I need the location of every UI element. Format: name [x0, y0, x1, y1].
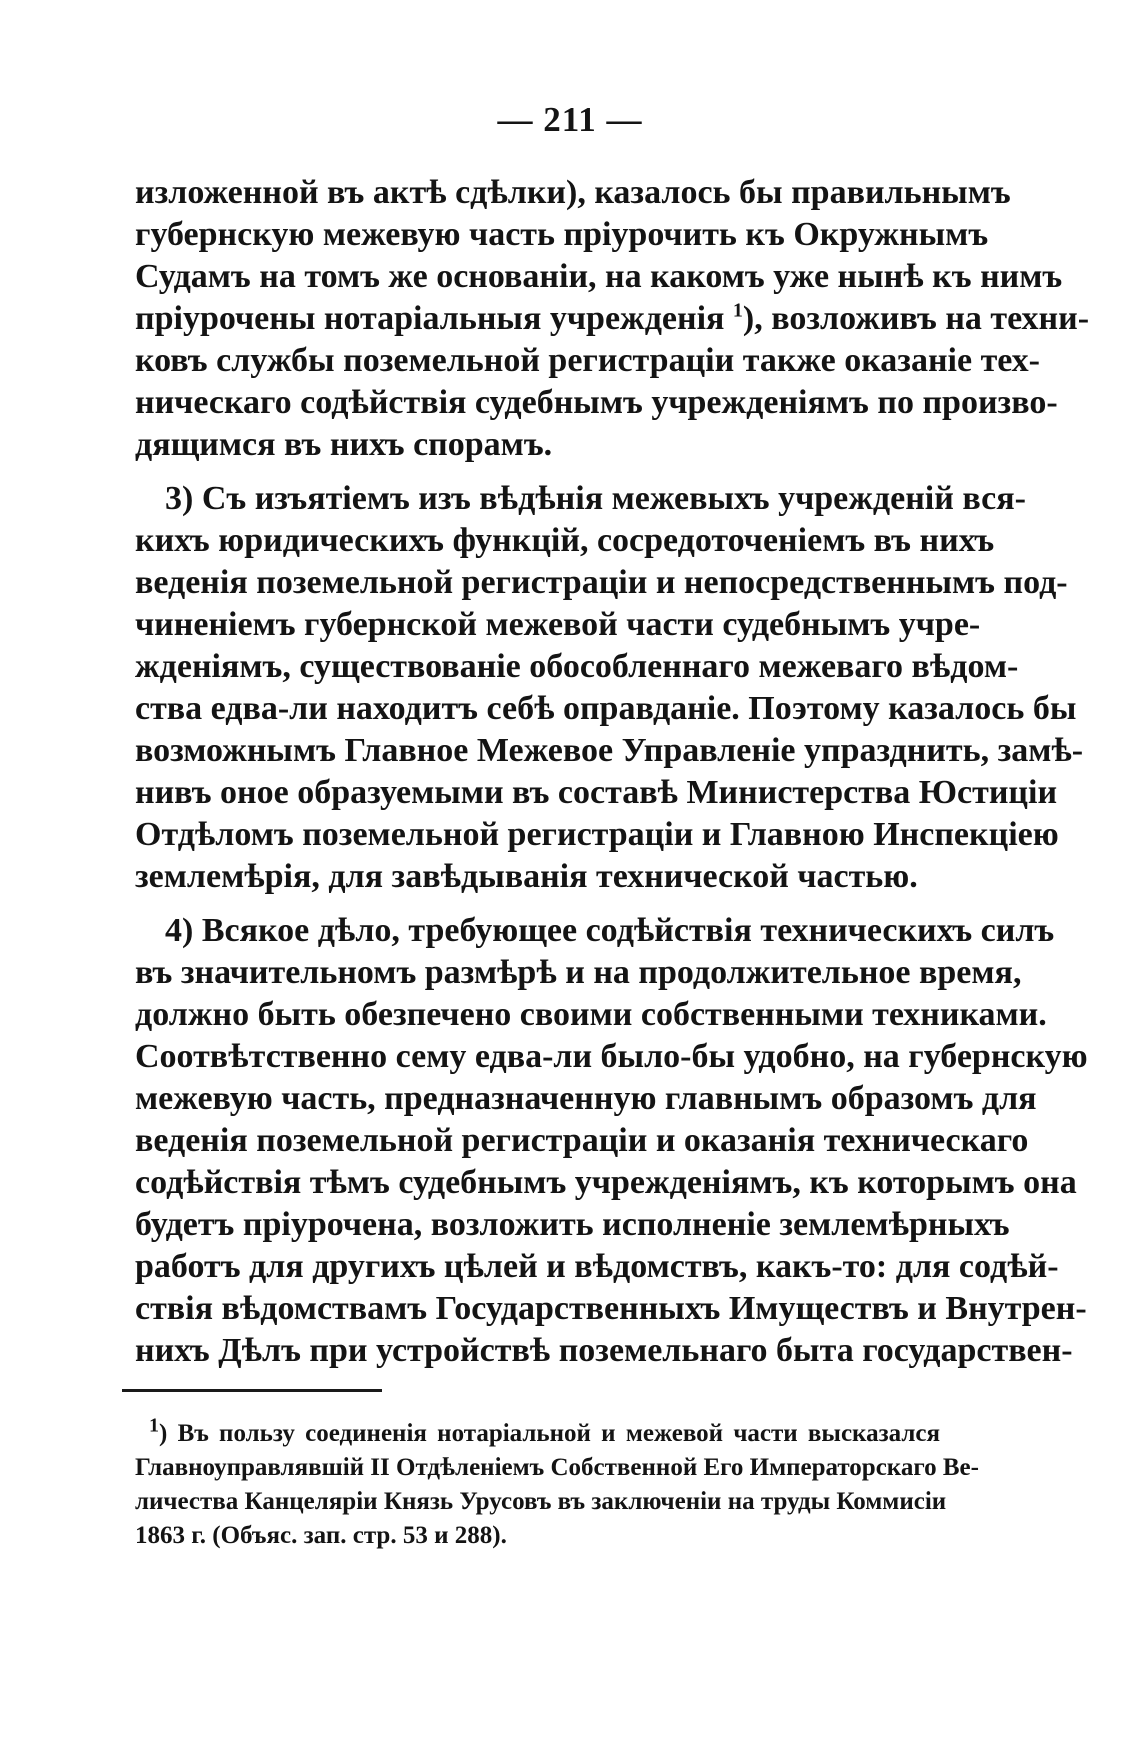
- text-run: губернскую межевую часть пріурочить къ Окружнымъ: [135, 216, 989, 253]
- text-run: веденія поземельной регистраціи и непосредственнымъ под-: [135, 564, 1068, 601]
- text-line: [135, 646, 1019, 688]
- text-run: пріурочены нотаріальныя учрежденія: [135, 300, 733, 337]
- text-run: нивъ оное образуемыми въ составѣ Министерства Юстиціи: [135, 774, 1058, 811]
- text-line: [135, 1162, 1077, 1204]
- text-line: [135, 1078, 1037, 1120]
- paragraph: [135, 172, 1090, 466]
- text-run: чиненіемъ губернской межевой части судебнымъ учре-: [135, 606, 981, 643]
- text-run: 4) Всякое дѣло, требующее содѣйствія техническихъ силъ: [165, 912, 1055, 949]
- text-line: [135, 1246, 1059, 1288]
- text-run: Отдѣломъ поземельной регистраціи и Главною Инспекціею: [135, 816, 1059, 853]
- footnote-line: [135, 1485, 947, 1519]
- body-text: [135, 172, 1090, 1384]
- text-line: [135, 340, 1041, 382]
- text-line: [135, 214, 989, 256]
- text-line: [135, 382, 1058, 424]
- footnote-line: [135, 1451, 979, 1485]
- footnote-marker: 1: [732, 299, 743, 322]
- text-line: [135, 1330, 1073, 1372]
- text-line: [135, 994, 1047, 1036]
- text-run: землемѣрія, для завѣдыванія технической частью.: [135, 858, 918, 895]
- text-run: 1863 г. (Объяс. зап. стр. 53 и 288).: [135, 1522, 507, 1549]
- text-line: [135, 424, 940, 466]
- text-run: возможнымъ Главное Межевое Управленіе упразднить, замѣ-: [135, 732, 1084, 769]
- text-run: въ значительномъ размѣрѣ и на продолжительное время,: [135, 954, 1022, 991]
- text-run: межевую часть, предназначенную главнымъ образомъ для: [135, 1080, 1037, 1117]
- text-line: [135, 1036, 1088, 1078]
- text-line: [135, 256, 1063, 298]
- text-run: ), возложивъ на техни-: [742, 300, 1090, 337]
- text-line: [135, 688, 1077, 730]
- text-line: [135, 772, 1058, 814]
- text-line: [135, 562, 1068, 604]
- text-run: Судамъ на томъ же основаніи, на какомъ уже нынѣ къ нимъ: [135, 258, 1063, 295]
- text-run: изложенной въ актѣ сдѣлки), казалось бы правильнымъ: [135, 174, 1011, 211]
- text-run: содѣйствія тѣмъ судебнымъ учрежденіямъ, къ которымъ она: [135, 1164, 1077, 1201]
- text-run: Главноуправлявшій II Отдѣленіемъ Собственной Его Императорскаго Ве-: [135, 1454, 979, 1481]
- text-line: [135, 1204, 1010, 1246]
- text-run: ) Въ пользу соединенія нотаріальной и межевой части высказался: [159, 1420, 940, 1447]
- text-line: [135, 298, 1090, 340]
- text-run: должно быть обезпечено своими собственными техниками.: [135, 996, 1047, 1033]
- text-line: [135, 172, 1011, 214]
- text-line: [135, 478, 1026, 520]
- paragraph: [135, 910, 1088, 1372]
- text-line: [135, 856, 940, 898]
- text-line: [135, 1288, 1087, 1330]
- text-line: [135, 730, 1084, 772]
- text-run: 3) Съ изъятіемъ изъ вѣдѣнія межевыхъ учрежденій вся-: [165, 480, 1026, 517]
- page-number: — 211 —: [497, 100, 643, 139]
- text-run: ническаго содѣйствія судебнымъ учрежденіямъ по произво-: [135, 384, 1058, 421]
- footnote: [135, 1414, 979, 1553]
- text-run: дящимся въ нихъ спорамъ.: [135, 426, 553, 463]
- text-line: [135, 910, 1055, 952]
- text-run: ствія вѣдомствамъ Государственныхъ Имуществъ и Внутрен-: [135, 1290, 1087, 1327]
- text-run: нихъ Дѣлъ при устройствѣ поземельнаго быта государствен-: [135, 1332, 1073, 1369]
- text-run: личества Канцеляріи Князь Урусовъ въ заключеніи на труды Коммисіи: [135, 1488, 947, 1515]
- text-run: ства едва-ли находитъ себѣ оправданіе. Поэтому казалось бы: [135, 690, 1077, 727]
- text-line: [135, 952, 1022, 994]
- text-line: [135, 604, 981, 646]
- text-run: ковъ службы поземельной регистраціи также оказаніе тех-: [135, 342, 1041, 379]
- text-run: веденія поземельной регистраціи и оказанія техническаго: [135, 1122, 1029, 1159]
- text-run: жденіямъ, существованіе обособленнаго межеваго вѣдом-: [135, 648, 1019, 685]
- text-run: Соотвѣтственно сему едва-ли было-бы удобно, на губернскую: [135, 1038, 1088, 1075]
- text-run: будетъ пріурочена, возложить исполненіе землемѣрныхъ: [135, 1206, 1010, 1243]
- footnote-divider: [122, 1389, 382, 1392]
- footnote-line: [135, 1519, 940, 1553]
- paragraph: [135, 478, 1084, 898]
- text-run: работъ для другихъ цѣлей и вѣдомствъ, какъ-то: для содѣй-: [135, 1248, 1059, 1285]
- footnotes: [135, 1414, 979, 1553]
- text-run: кихъ юридическихъ функцій, сосредоточеніемъ въ нихъ: [135, 522, 995, 559]
- text-line: [135, 520, 995, 562]
- footnote-marker: 1: [149, 1414, 159, 1437]
- text-line: [135, 1120, 1029, 1162]
- footnote-line: [135, 1414, 940, 1451]
- text-line: [135, 814, 1059, 856]
